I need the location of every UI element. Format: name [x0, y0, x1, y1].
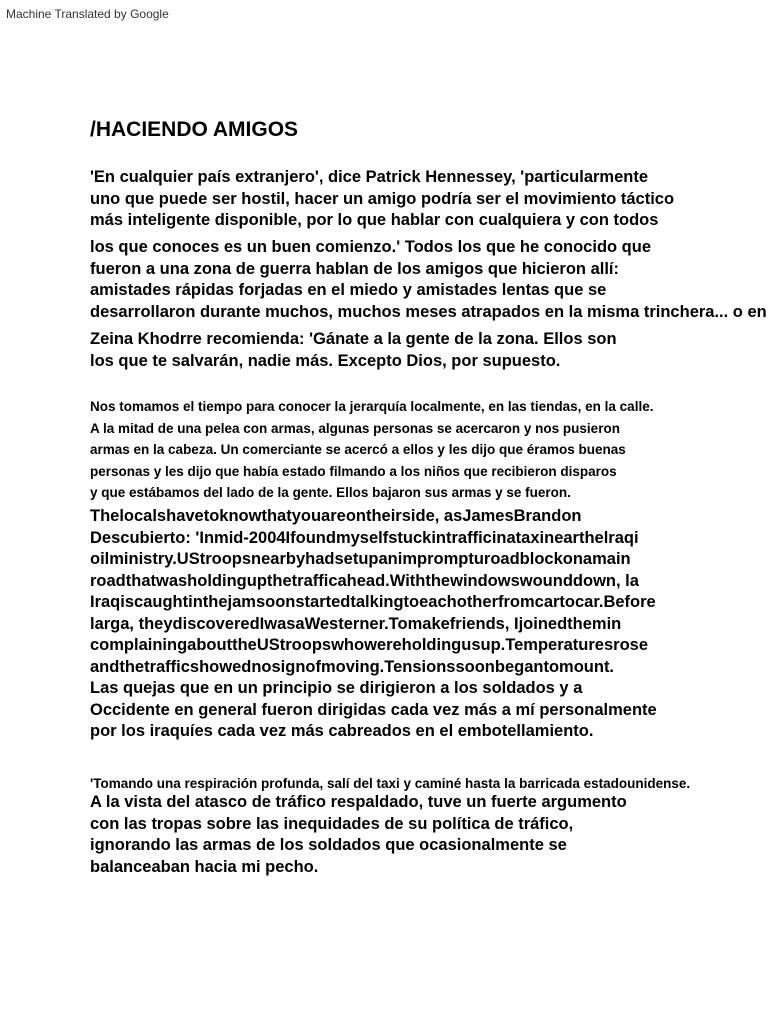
text-line: oilministry.UStroopsnearbyhadsetupanimprompturoadblockonamain [90, 550, 631, 568]
text-line: balanceaban hacia mi pecho. [90, 857, 319, 876]
text-line: A la vista del atasco de tráfico respaldado, tuve un fuerte argumento [90, 793, 627, 811]
text-line: armas en la cabeza. Un comerciante se acercó a ellos y les dijo que éramos buenas [90, 442, 626, 457]
text-line: los que te salvarán, nadie más. Excepto Dios, por supuesto. [90, 351, 561, 370]
paragraph-2 [90, 237, 767, 323]
text-line: complainingabouttheUStroopswhowereholdingusup.Temperaturesrose [90, 636, 648, 654]
text-line: larga, theydiscoveredIwasaWesterner.Tomakefriends, Ijoinedthemin [90, 614, 622, 633]
paragraph-3 [90, 329, 617, 372]
text-line: andthetrafficshowednosignofmoving.Tensionssoonbegantomount. [90, 657, 615, 676]
text-line: desarrollaron durante muchos, muchos meses atrapados en la misma trinchera... o en [90, 302, 767, 321]
text-line: los que conoces es un buen comienzo.' Todos los que he conocido que [90, 238, 652, 256]
text-line: con las tropas sobre las inequidades de su política de tráfico, [90, 814, 574, 833]
text-line: Las quejas que en un principio se dirigieron a los soldados y a [90, 679, 583, 697]
paragraph-5 [90, 506, 657, 743]
text-line: y que estábamos del lado de la gente. Ellos bajaron sus armas y se fueron. [90, 485, 571, 500]
text-line: ignorando las armas de los soldados que ocasionalmente se [90, 836, 567, 854]
text-line: 'Tomando una respiración profunda, salí del taxi y caminé hasta la barricada estadounidense. [90, 776, 691, 791]
text-line: fueron a una zona de guerra hablan de los amigos que hicieron allí: [90, 259, 620, 278]
text-line: Zeina Khodrre recomienda: 'Gánate a la gente de la zona. Ellos son [90, 330, 617, 348]
text-line: roadthatwasholdingupthetrafficahead.Withthewindowswounddown, la [90, 571, 639, 590]
text-line: Occidente en general fueron dirigidas cada vez más a mí personalmente [90, 700, 657, 719]
text-line: amistades rápidas forjadas en el miedo y amistades lentas que se [90, 281, 607, 299]
paragraph-7 [90, 792, 627, 878]
text-line: uno que puede ser hostil, hacer un amigo podría ser el movimiento táctico [90, 189, 675, 208]
text-line: Iraqiscaughtinthejamsoonstartedtalkingtoeachotherfromcartocar.Before [90, 593, 656, 611]
text-line: Thelocalshavetoknowthatyouareontheirside, asJamesBrandon [90, 507, 582, 525]
paragraph-4 [90, 396, 653, 504]
text-line: A la mitad de una pelea con armas, algunas personas se acercaron y nos pusieron [90, 420, 620, 436]
machine-translation-banner: Machine Translated by Google [6, 7, 169, 21]
text-line: más inteligente disponible, por lo que hablar con cualquiera y con todos [90, 211, 659, 229]
text-line: Descubierto: 'Inmid-2004Ifoundmyselfstuckintrafficinataxinearthelraqi [90, 528, 639, 547]
text-line: Nos tomamos el tiempo para conocer la jerarquía localmente, en las tiendas, en la calle. [90, 399, 654, 414]
paragraph-1 [90, 167, 674, 232]
text-line: por los iraquíes cada vez más cabreados en el embotellamiento. [90, 722, 594, 740]
section-title: /HACIENDO AMIGOS [90, 118, 299, 141]
text-line: personas y les dijo que había estado filmando a los niños que recibieron disparos [90, 463, 617, 479]
text-line: 'En cualquier país extranjero', dice Patrick Hennessey, 'particularmente [90, 168, 649, 186]
